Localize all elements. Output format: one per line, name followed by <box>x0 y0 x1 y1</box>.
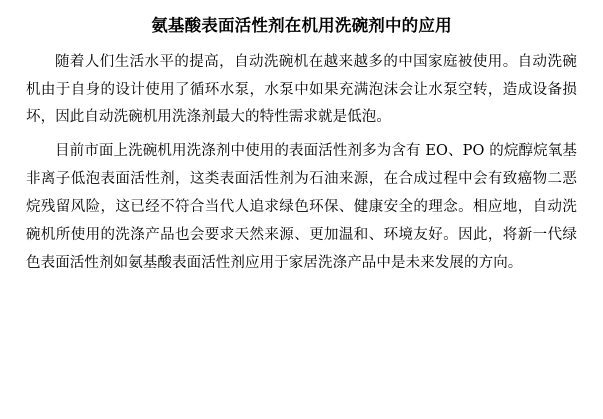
page-title: 氨基酸表面活性剂在机用洗碗剂中的应用 <box>151 16 452 35</box>
paragraph-2: 目前市面上洗碗机用洗涤剂中使用的表面活性剂多为含有 EO、PO 的烷醇烷氧基非离子低泡表面活性剂，这类表面活性剂为石油来源，在合成过程中会有致癌物二恶烷残留风险，这已经不符合当代人追求绿色环保、健康安全的理念。相应地，自动洗碗机所使用的洗涤产品也会要求天然来源、更加温和、环境友好。因此，将新一代绿色表面活性剂如氨基酸表面活性剂应用于家居洗涤产品中是未来发展的方向。 <box>26 143 577 271</box>
paragraph-1: 随着人们生活水平的提高，自动洗碗机在越来越多的中国家庭被使用。自动洗碗机由于自身的设计使用了循环水泵，水泵中如果充满泡沫会让水泵空转，造成设备损坏，因此自动洗碗机用洗涤剂最大的特性需求就是低泡。 <box>26 53 577 126</box>
